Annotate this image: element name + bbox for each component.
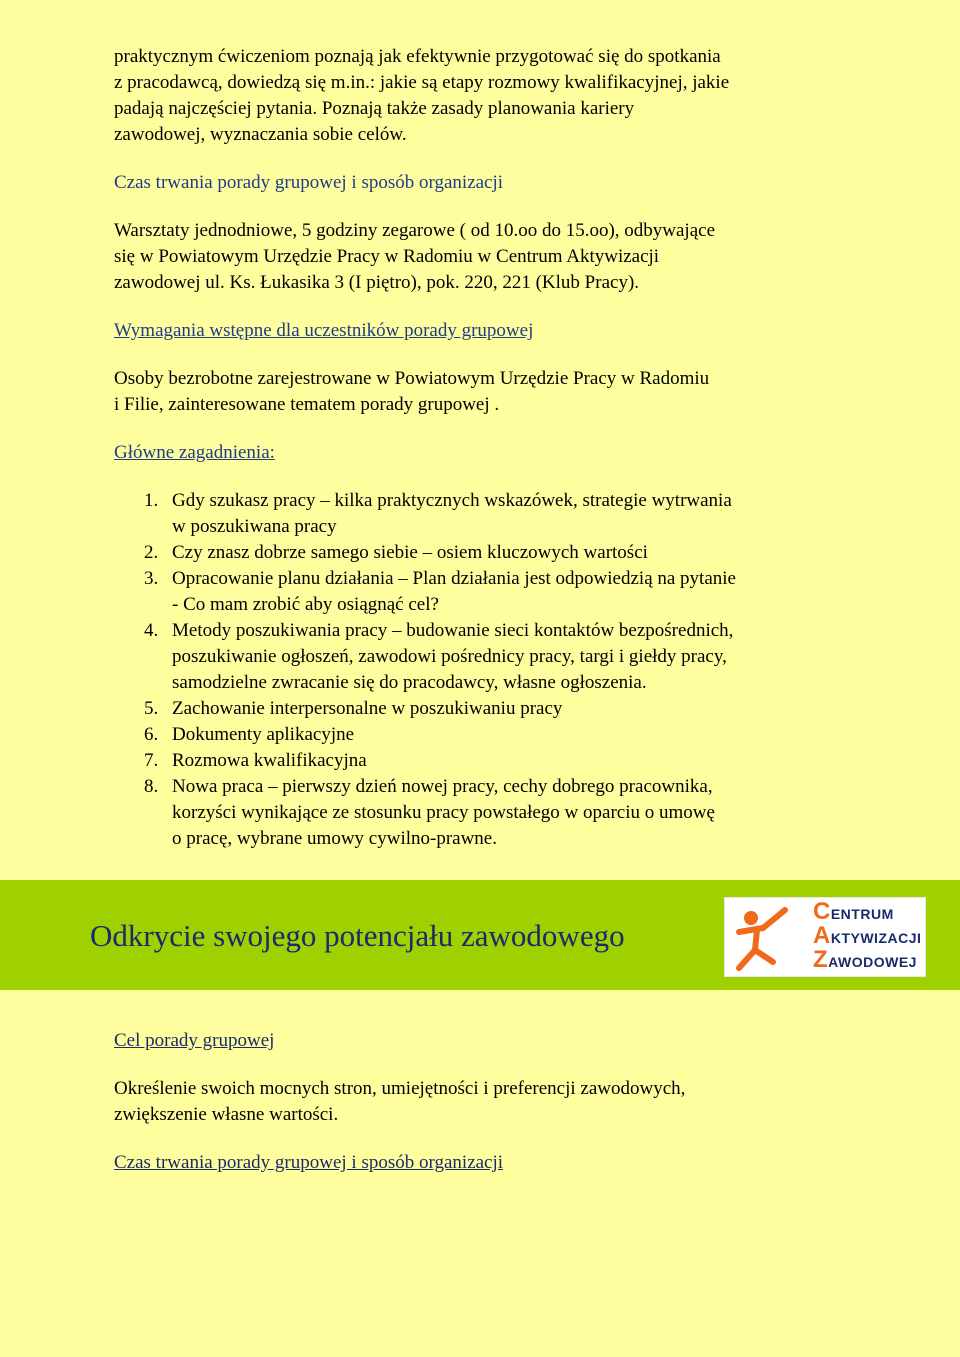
running-figure-icon: [729, 902, 809, 974]
lower-content: [114, 1028, 854, 1176]
requirements-paragraph: [114, 366, 854, 418]
list-item-text: Metody poszukiwania pracy – budowanie sieci kontaktów bezpośrednich,: [172, 620, 734, 641]
goal-heading: Cel porady grupowej: [114, 1030, 275, 1051]
list-number: 8.: [144, 776, 159, 797]
duration-heading: Czas trwania porady grupowej i sposób organizacji: [114, 172, 504, 193]
list-item-text: w poszukiwana pracy: [172, 516, 337, 537]
requirements-line: i Filie, zainteresowane tematem porady grupowej .: [114, 394, 500, 415]
topics-list: [114, 488, 854, 852]
logo-line-1: CENTRUM: [813, 898, 894, 925]
list-item-text: Zachowanie interpersonalne w poszukiwaniu pracy: [172, 698, 563, 719]
list-item-text: samodzielne zwracanie się do pracodawcy, własne ogłoszenia.: [172, 672, 647, 693]
list-number: 1.: [144, 490, 159, 511]
list-item-text: Opracowanie planu działania – Plan działania jest odpowiedzią na pytanie: [172, 568, 736, 589]
list-number: 5.: [144, 698, 159, 719]
list-item-text: poszukiwanie ogłoszeń, zawodowi pośrednicy pracy, targi i giełdy pracy,: [172, 646, 727, 667]
intro-line: z pracodawcą, dowiedzą się m.in.: jakie są etapy rozmowy kwalifikacyjnej, jakie: [114, 72, 730, 93]
centrum-aktywizacji-logo: [724, 897, 926, 977]
intro-line: zawodowej, wyznaczania sobie celów.: [114, 124, 407, 145]
goal-paragraph: [114, 1076, 854, 1128]
list-number: 2.: [144, 542, 159, 563]
duration-line: Warsztaty jednodniowe, 5 godziny zegarowe ( od 10.oo do 15.oo), odbywające: [114, 220, 716, 241]
requirements-heading: Wymagania wstępne dla uczestników porady grupowej: [114, 320, 534, 341]
intro-paragraph: [114, 44, 854, 148]
banner-title: Odkrycie swojego potencjału zawodowego: [90, 918, 625, 953]
list-item: [114, 618, 854, 696]
section-banner: [0, 880, 960, 990]
list-item: [114, 696, 854, 722]
list-item: [114, 540, 854, 566]
list-item-text: - Co mam zrobić aby osiągnąć cel?: [172, 594, 439, 615]
list-item-text: Gdy szukasz pracy – kilka praktycznych wskazówek, strategie wytrwania: [172, 490, 732, 511]
list-item-text: o pracę, wybrane umowy cywilno-prawne.: [172, 828, 497, 849]
intro-line: praktycznym ćwiczeniom poznają jak efektywnie przygotować się do spotkania: [114, 46, 721, 67]
intro-line: padają najczęściej pytania. Poznają także zasady planowania kariery: [114, 98, 635, 119]
logo-line-3: ZAWODOWEJ: [813, 946, 917, 973]
list-number: 7.: [144, 750, 159, 771]
list-number: 3.: [144, 568, 159, 589]
duration-line: zawodowej ul. Ks. Łukasika 3 (I piętro), pok. 220, 221 (Klub Pracy).: [114, 272, 640, 293]
list-item: [114, 722, 854, 748]
list-item-text: korzyści wynikające ze stosunku pracy powstałego w oparciu o umowę: [172, 802, 715, 823]
list-item-text: Czy znasz dobrze samego siebie – osiem kluczowych wartości: [172, 542, 648, 563]
list-item-text: Nowa praca – pierwszy dzień nowej pracy, cechy dobrego pracownika,: [172, 776, 713, 797]
list-item-text: Dokumenty aplikacyjne: [172, 724, 355, 745]
upper-content: [114, 44, 854, 852]
list-item: [114, 748, 854, 774]
requirements-line: Osoby bezrobotne zarejestrowane w Powiatowym Urzędzie Pracy w Radomiu: [114, 368, 710, 389]
logo-line-2: AKTYWIZACJI: [813, 922, 922, 949]
goal-line: Określenie swoich mocnych stron, umiejętności i preferencji zawodowych,: [114, 1078, 686, 1099]
topics-heading: Główne zagadnienia:: [114, 442, 275, 463]
list-number: 6.: [144, 724, 159, 745]
goal-line: zwiększenie własne wartości.: [114, 1104, 339, 1125]
list-item-text: Rozmowa kwalifikacyjna: [172, 750, 367, 771]
duration-paragraph: [114, 218, 854, 296]
list-item: [114, 566, 854, 618]
duration-line: się w Powiatowym Urzędzie Pracy w Radomiu w Centrum Aktywizacji: [114, 246, 660, 267]
list-item: [114, 488, 854, 540]
list-number: 4.: [144, 620, 159, 641]
list-item: [114, 774, 854, 852]
duration-heading-2: Czas trwania porady grupowej i sposób organizacji: [114, 1152, 504, 1173]
